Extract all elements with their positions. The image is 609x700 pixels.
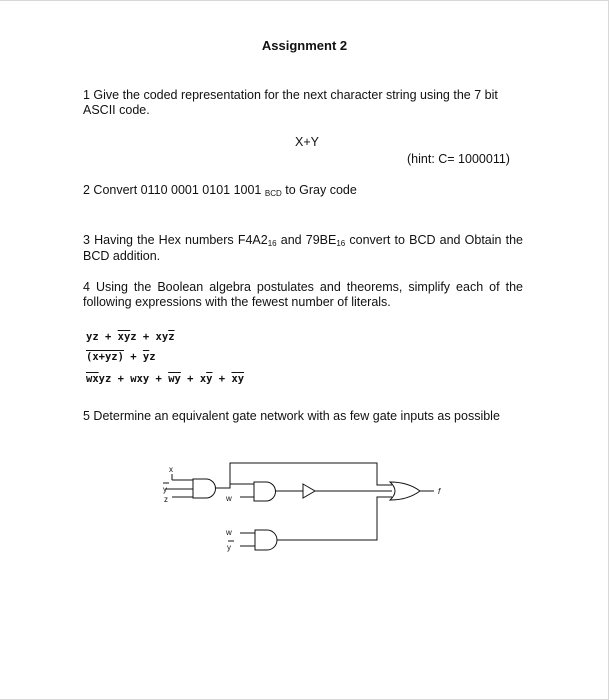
question-3-part-3: convert to BCD and Obtain the BCD addition. [83,233,523,263]
question-5-text: 5 Determine an equivalent gate network with as few gate inputs as possible [83,409,500,423]
question-1-expression: X+Y [295,135,319,149]
boolean-expression-2: $(x+yz) + \overline{y}z$ [86,351,156,363]
question-3-part-1: 3 Having the Hex numbers F4A2 [83,233,268,247]
question-2-prefix: 2 Convert 0110 0001 0101 1001 [83,183,262,197]
input-label-z: z [164,495,168,504]
question-3-sub-2: 16 [336,239,346,248]
question-1-hint: (hint: C= 1000011) [407,152,510,166]
assignment-title: Assignment 2 [261,38,348,53]
input-label-w-1: w [226,494,232,503]
question-1-text: 1 Give the coded representation for the next character string using the 7 bit ASCII code. [83,88,498,117]
question-2-suffix: to Gray code [285,183,357,197]
input-label-y-bar: y [163,485,167,494]
input-label-w-2: w [226,528,232,537]
output-label-f: f [438,487,441,496]
question-3-part-2: and 79BE [280,233,337,247]
input-label-y-bar-2: y [227,543,231,552]
boolean-expression-1: yz + $\overline{x}\overline{y}z + xy\overline{z}$ [86,331,175,343]
input-label-x: x [169,465,173,474]
question-2-subscript: BCD [264,189,282,198]
question-4-text: 4 Using the Boolean algebra postulates and theorems, simplify each of the following expressions with the fewest number of literals. [83,280,523,309]
boolean-expression-3: $\overline{w}\overline{x}yz$ + wxy + $\overline{w}\overline{y} + x\overline{y} + \overline{x}\overline{y}$ [86,373,245,385]
question-3-sub-1: 16 [267,239,277,248]
